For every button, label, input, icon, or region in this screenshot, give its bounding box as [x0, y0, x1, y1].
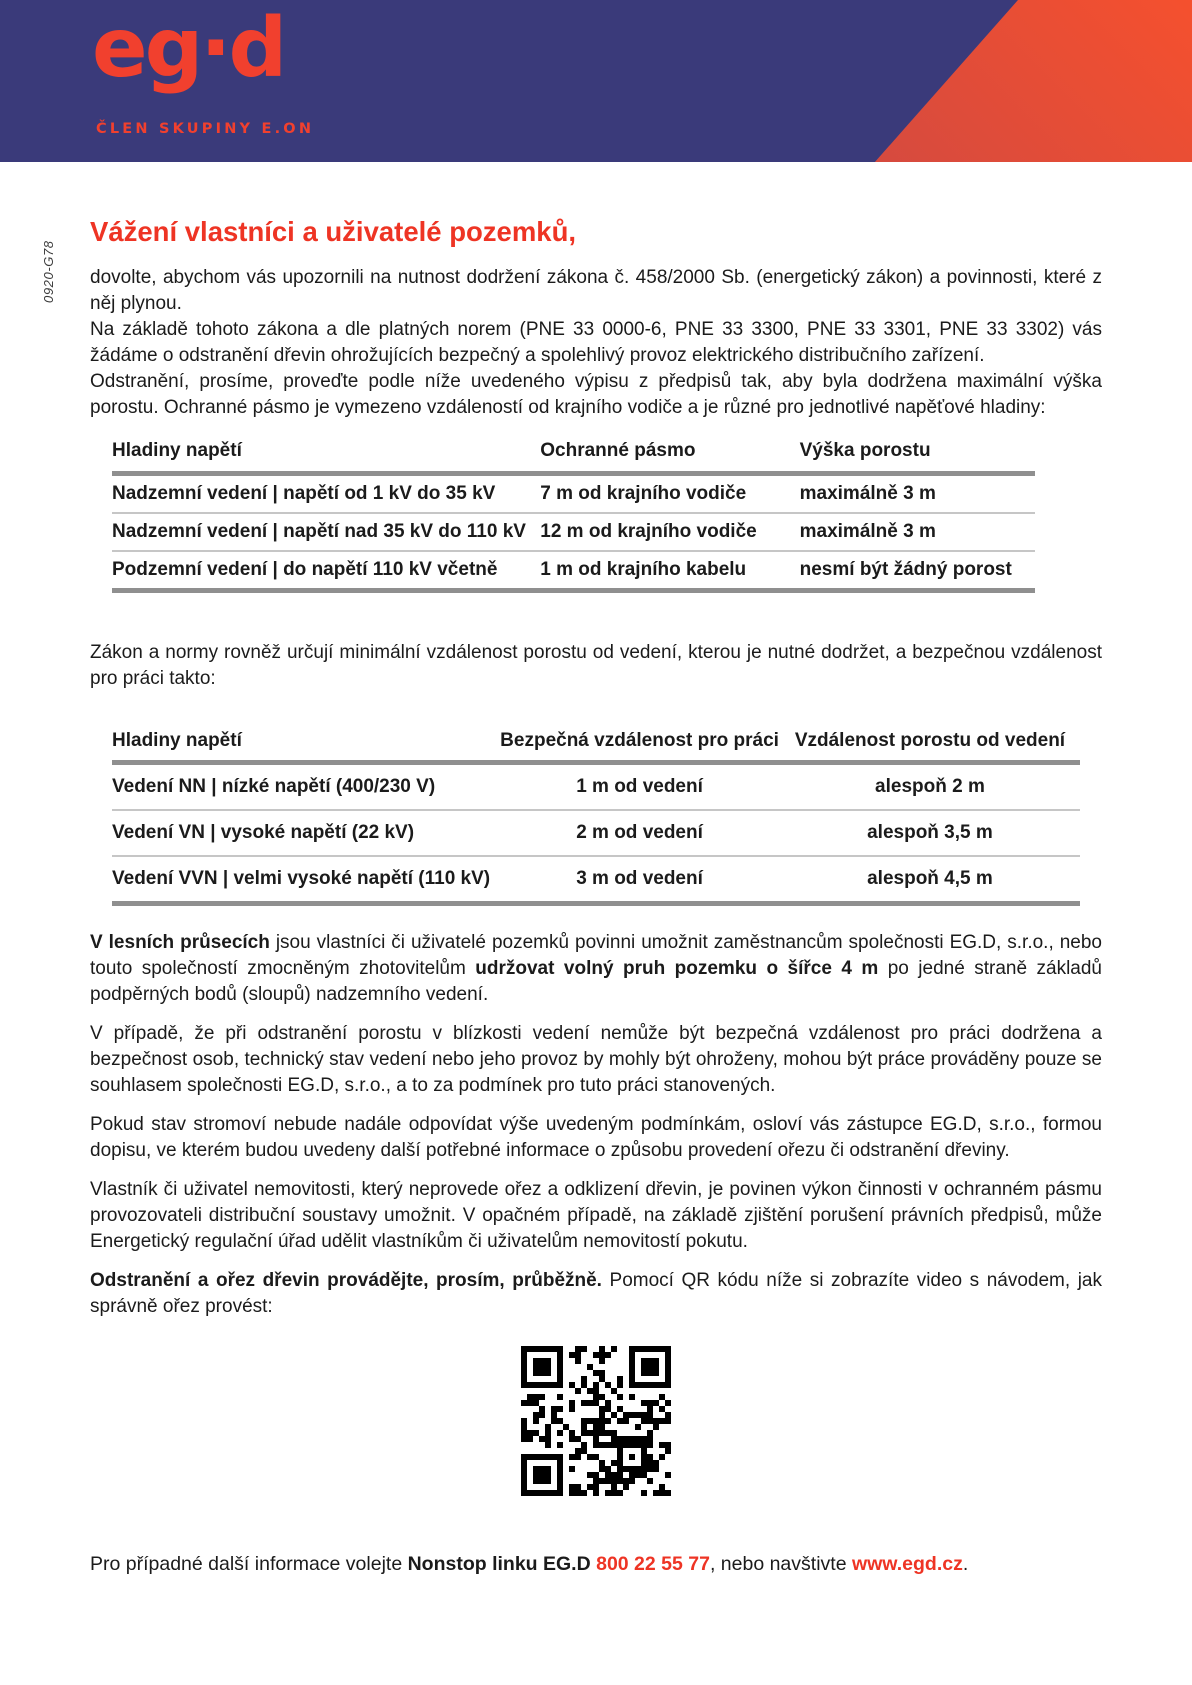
table-cell: 12 m od krajního vodiče: [540, 521, 757, 542]
footer-phone: 800 22 55 77: [596, 1553, 710, 1575]
table-cell: alespoň 2 m: [875, 776, 985, 797]
table-cell: maximálně 3 m: [799, 521, 936, 542]
paragraph-intro-1: dovolte, abychom vás upozornili na nutnost dodržení zákona č. 458/2000 Sb. (energetický zákon) a povinnosti, které z něj plynou.: [90, 267, 1102, 314]
footer-nonstop-label: Nonstop linku EG.D: [407, 1553, 597, 1575]
table-cell: Podzemní vedení | do napětí 110 kV včetně: [112, 559, 498, 580]
paragraph-qr-intro-bold: Odstranění a ořez dřevin provádějte, prosím, průběžně.: [90, 1270, 602, 1291]
page-title: Vážení vlastníci a uživatelé pozemků,: [90, 216, 577, 247]
table-cell: alespoň 4,5 m: [867, 868, 993, 889]
footer-text: .: [962, 1553, 969, 1575]
paragraph-forest-bold-lead: V lesních průsecích: [90, 932, 270, 953]
table-header-cell: Hladiny napětí: [112, 730, 242, 751]
table-row: [112, 551, 1035, 591]
table-cell: maximálně 3 m: [799, 483, 936, 504]
paragraph-forest-bold-strip: udržovat volný pruh pozemku o šířce 4 m: [475, 958, 879, 979]
paragraph-qr-intro: [90, 1268, 1102, 1320]
paragraph-penalty: Vlastník či uživatel nemovitosti, který neprovede ořez a odklizení dřevin, je povinen výkon činnosti v ochranném pásmu provozovateli distribuční soustavy umožnit. V opačném případě, na základě zjištění porušení právních předpisů, může Energetický regulační úřad udělit vlastníkům či uživatelům nemovitostí pokutu.: [90, 1179, 1102, 1252]
table-cell: Nadzemní vedení | napětí nad 35 kV do 110 kV: [112, 521, 526, 542]
paragraph-forest-text: jsou vlastníci či uživatelé pozemků povinni umožnit zaměstnancům společnosti EG.D, s.r.o., nebo touto společností zmocněným zhotovitelům: [90, 932, 1102, 979]
footer-url[interactable]: www.egd.cz: [851, 1553, 963, 1575]
table-row: [112, 474, 1035, 514]
table-header-cell: Výška porostu: [799, 440, 931, 461]
qr-code-container: [90, 1346, 1102, 1501]
distance-table: [112, 728, 1080, 906]
egd-logo-subtitle: ČLEN SKUPINY E.ON: [96, 121, 315, 137]
qr-code: [521, 1346, 671, 1496]
paragraph-intro-3: Odstranění, prosíme, proveďte podle níže uvedeného výpisu z předpisů tak, aby byla dodržena maximální výška porostu. Ochranné pásmo je vymezeno vzdáleností od krajního vodiče a je různé pro jednotlivé napěťové hladiny:: [90, 371, 1102, 418]
table-cell: alespoň 3,5 m: [867, 822, 993, 843]
footer-text: Pro případné další informace volejte: [90, 1553, 408, 1575]
table-cell: 1 m od krajního kabelu: [540, 559, 747, 580]
paragraph-qr-intro-text: Pomocí QR kódu níže si zobrazíte video s návodem, jak správně ořez provést:: [90, 1270, 1103, 1317]
table-cell: Vedení VN | vysoké napětí (22 kV): [112, 822, 415, 843]
paragraph-letter: Pokud stav stromoví nebude nadále odpovídat výše uvedeným podmínkám, osloví vás zástupce EG.D, s.r.o., formou dopisu, ve kterém budou uvedeny další potřebné informace o způsobu provedení ořezu či odstranění dřeviny.: [90, 1114, 1102, 1161]
paragraph-intro-2: Na základě tohoto zákona a dle platných norem (PNE 33 0000-6, PNE 33 3300, PNE 33 3301, PNE 33 3302) vás žádáme o odstranění dřevin ohrožujících bezpečný a spolehlivý provoz elektrického distribučního zařízení.: [90, 319, 1102, 366]
egd-logo: eg·d: [92, 1, 285, 96]
header-banner: [0, 0, 1192, 162]
table-header-cell: Ochranné pásmo: [540, 440, 696, 461]
table-cell: 2 m od vedení: [576, 822, 703, 843]
table-header-cell: Vzdálenost porostu od vedení: [794, 730, 1066, 751]
table-row: [112, 513, 1035, 551]
table-cell: Vedení NN | nízké napětí (400/230 V): [112, 776, 436, 797]
paragraph-forest: [90, 930, 1102, 1008]
table-header-cell: Hladiny napětí: [112, 440, 242, 461]
table-cell: 1 m od vedení: [576, 776, 703, 797]
table-cell: nesmí být žádný porost: [799, 559, 1012, 580]
paragraph-distances-intro: Zákon a normy rovněž určují minimální vzdálenost porostu od vedení, kterou je nutné dodržet, a bezpečnou vzdálenost pro práci takto:: [90, 642, 1102, 689]
table-row: [112, 763, 1080, 811]
table-header-row: [112, 438, 1035, 474]
table-header-cell: Bezpečná vzdálenost pro práci: [500, 730, 779, 751]
table-row: [112, 810, 1080, 856]
footer-line: [90, 1551, 1102, 1577]
document-code: 0920-G78: [41, 240, 56, 303]
table-cell: Vedení VVN | velmi vysoké napětí (110 kV): [112, 868, 491, 889]
table-cell: 3 m od vedení: [576, 868, 703, 889]
table-cell: 7 m od krajního vodiče: [540, 483, 747, 504]
protection-zone-table: [112, 438, 1035, 593]
letter-body: [0, 216, 1192, 1577]
table-header-row: [112, 728, 1080, 763]
paragraph-safety: V případě, že při odstranění porostu v blízkosti vedení nemůže být bezpečná vzdálenost pro práci dodržena a bezpečnost osob, technický stav vedení nebo jeho provoz by mohly být ohroženy, mohou být práce prováděny pouze se souhlasem společnosti EG.D, s.r.o., a to za podmínek pro tuto práci stanovených.: [90, 1023, 1102, 1096]
table-cell: Nadzemní vedení | napětí od 1 kV do 35 kV: [112, 483, 496, 504]
paragraph-forest-text: po jedné straně základů podpěrných bodů (sloupů) nadzemního vedení.: [90, 958, 1102, 1005]
table-row: [112, 856, 1080, 904]
footer-text: , nebo navštivte: [709, 1553, 852, 1575]
